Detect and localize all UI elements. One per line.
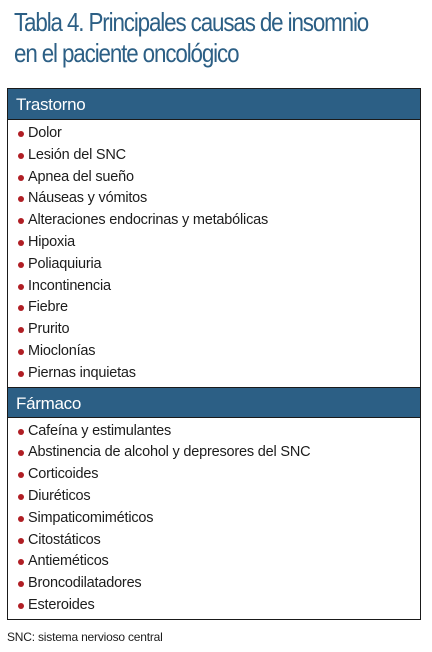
section-header-trastorno: Trastorno — [8, 89, 420, 120]
list-item-text: Dolor — [28, 125, 62, 141]
list-item — [8, 123, 420, 145]
bullet-icon — [18, 262, 24, 268]
list-item-text: Lesión del SNC — [28, 146, 126, 163]
bullet-icon — [18, 429, 24, 435]
section-header-farmaco: Fármaco — [8, 387, 420, 418]
list-item-text: Broncodilatadores — [28, 575, 142, 592]
list-item — [8, 595, 420, 617]
list-item-text: Diuréticos — [28, 487, 91, 504]
list-item-text: Prurito — [28, 321, 70, 338]
list-item-text: Náuseas y vómitos — [28, 190, 148, 207]
causes-table — [7, 88, 421, 620]
list-item — [8, 210, 420, 232]
list-item — [8, 254, 420, 276]
list-item-text: Hipoxia — [28, 233, 75, 250]
list-item — [8, 486, 420, 508]
farmaco-list — [8, 418, 420, 619]
list-item — [8, 297, 420, 319]
list-item-text: Alteraciones endocrinas y metabólicas — [28, 212, 269, 229]
table-title-line-1: Tabla 4. Principales causas de insomnio — [14, 7, 369, 37]
list-item — [8, 232, 420, 254]
bullet-icon — [18, 175, 24, 181]
bullet-icon — [18, 284, 24, 290]
bullet-icon — [18, 472, 24, 478]
list-item — [8, 530, 420, 552]
list-item-text: Abstinencia de alcohol y depresores del SNC — [28, 444, 311, 461]
list-item-text: Cafeína y estimulantes — [28, 422, 172, 439]
table-title — [14, 7, 367, 69]
footnote: SNC: sistema nervioso central — [7, 630, 163, 644]
list-item-text: Mioclonías — [28, 342, 96, 359]
list-item-text: Poliaquiuria — [28, 255, 102, 272]
list-item-text: Incontinencia — [28, 277, 111, 294]
list-item-text: Antieméticos — [28, 553, 109, 570]
bullet-icon — [18, 581, 24, 587]
list-item — [8, 145, 420, 167]
list-item — [8, 442, 420, 464]
list-item — [8, 363, 420, 385]
list-item-text: Citostáticos — [28, 531, 101, 548]
list-item-text: Corticoides — [28, 466, 99, 483]
table-title-line-2: en el paciente oncológico — [14, 38, 239, 68]
list-item — [8, 508, 420, 530]
bullet-icon — [18, 603, 24, 609]
list-item — [8, 167, 420, 189]
list-item — [8, 573, 420, 595]
bullet-icon — [18, 349, 24, 355]
list-item — [8, 276, 420, 298]
list-item-text: Apnea del sueño — [28, 168, 134, 185]
list-item — [8, 319, 420, 341]
list-item — [8, 551, 420, 573]
bullet-icon — [18, 327, 24, 333]
list-item — [8, 464, 420, 486]
list-item-text: Piernas inquietas — [28, 364, 136, 381]
bullet-icon — [18, 538, 24, 544]
bullet-icon — [18, 218, 24, 224]
list-item-text: Fiebre — [28, 299, 68, 316]
list-item-text: Simpaticomiméticos — [28, 509, 154, 526]
bullet-icon — [18, 559, 24, 565]
bullet-icon — [18, 305, 24, 311]
bullet-icon — [18, 516, 24, 522]
list-item — [8, 188, 420, 210]
bullet-icon — [18, 450, 24, 456]
bullet-icon — [18, 153, 24, 159]
list-item-text: Esteroides — [28, 596, 95, 613]
trastorno-list — [8, 120, 420, 387]
list-item — [8, 341, 420, 363]
bullet-icon — [18, 240, 24, 246]
bullet-icon — [18, 131, 24, 137]
bullet-icon — [18, 196, 24, 202]
bullet-icon — [18, 494, 24, 500]
list-item — [8, 421, 420, 443]
bullet-icon — [18, 371, 24, 377]
